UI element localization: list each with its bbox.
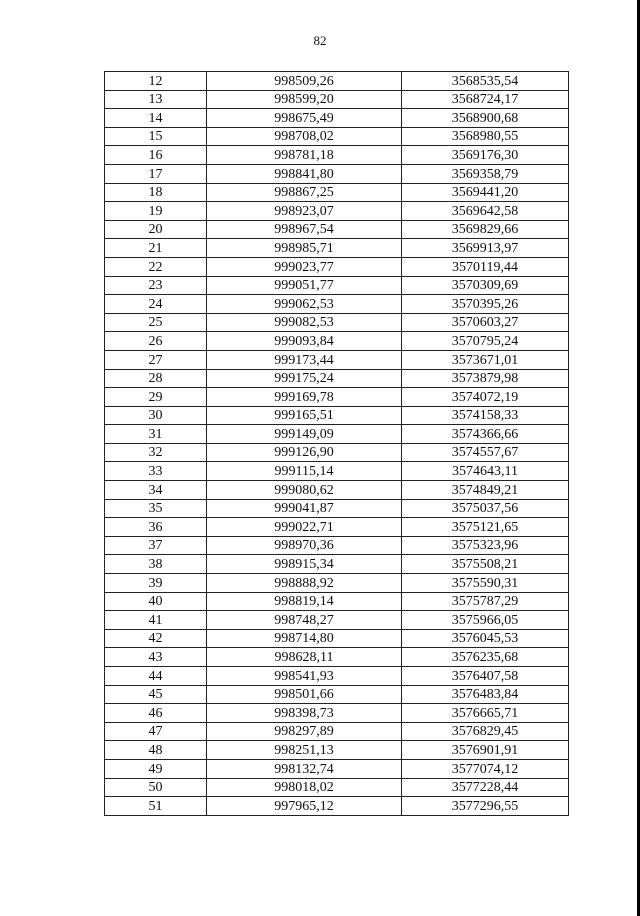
x-coordinate-cell: 998675,49 [207, 109, 402, 128]
point-number-cell: 28 [105, 369, 207, 388]
table-row [105, 685, 569, 704]
point-number-cell: 41 [105, 611, 207, 630]
point-number-cell: 14 [105, 109, 207, 128]
x-coordinate-cell: 999093,84 [207, 332, 402, 351]
x-coordinate-cell: 999173,44 [207, 350, 402, 369]
point-number-cell: 31 [105, 425, 207, 444]
table-row [105, 741, 569, 760]
y-coordinate-cell: 3575590,31 [402, 574, 569, 593]
table-row [105, 313, 569, 332]
y-coordinate-cell: 3575037,56 [402, 499, 569, 518]
table-row [105, 388, 569, 407]
table-row [105, 704, 569, 723]
table-row [105, 164, 569, 183]
point-number-cell: 17 [105, 164, 207, 183]
table-row [105, 202, 569, 221]
table-row [105, 239, 569, 258]
table-row [105, 425, 569, 444]
table-row [105, 90, 569, 109]
x-coordinate-cell: 998867,25 [207, 183, 402, 202]
x-coordinate-cell: 997965,12 [207, 797, 402, 816]
x-coordinate-cell: 998297,89 [207, 722, 402, 741]
point-number-cell: 36 [105, 518, 207, 537]
point-number-cell: 37 [105, 536, 207, 555]
point-number-cell: 42 [105, 629, 207, 648]
x-coordinate-cell: 998398,73 [207, 704, 402, 723]
table-row [105, 72, 569, 91]
x-coordinate-cell: 998967,54 [207, 220, 402, 239]
point-number-cell: 48 [105, 741, 207, 760]
point-number-cell: 45 [105, 685, 207, 704]
point-number-cell: 26 [105, 332, 207, 351]
table-row [105, 220, 569, 239]
point-number-cell: 47 [105, 722, 207, 741]
x-coordinate-cell: 999062,53 [207, 295, 402, 314]
y-coordinate-cell: 3574849,21 [402, 481, 569, 500]
y-coordinate-cell: 3576901,91 [402, 741, 569, 760]
point-number-cell: 33 [105, 462, 207, 481]
table-row [105, 648, 569, 667]
y-coordinate-cell: 3574557,67 [402, 443, 569, 462]
y-coordinate-cell: 3576483,84 [402, 685, 569, 704]
x-coordinate-cell: 999082,53 [207, 313, 402, 332]
y-coordinate-cell: 3570395,26 [402, 295, 569, 314]
x-coordinate-cell: 998985,71 [207, 239, 402, 258]
x-coordinate-cell: 998888,92 [207, 574, 402, 593]
point-number-cell: 18 [105, 183, 207, 202]
x-coordinate-cell: 999149,09 [207, 425, 402, 444]
point-number-cell: 13 [105, 90, 207, 109]
y-coordinate-cell: 3575323,96 [402, 536, 569, 555]
x-coordinate-cell: 998915,34 [207, 555, 402, 574]
x-coordinate-cell: 998251,13 [207, 741, 402, 760]
table-row [105, 611, 569, 630]
table-row [105, 369, 569, 388]
y-coordinate-cell: 3573879,98 [402, 369, 569, 388]
x-coordinate-cell: 998841,80 [207, 164, 402, 183]
y-coordinate-cell: 3570795,24 [402, 332, 569, 351]
x-coordinate-cell: 998819,14 [207, 592, 402, 611]
page-number: 82 [313, 33, 327, 48]
x-coordinate-cell: 999126,90 [207, 443, 402, 462]
x-coordinate-cell: 999023,77 [207, 257, 402, 276]
y-coordinate-cell: 3569642,58 [402, 202, 569, 221]
point-number-cell: 49 [105, 759, 207, 778]
point-number-cell: 40 [105, 592, 207, 611]
x-coordinate-cell: 999041,87 [207, 499, 402, 518]
y-coordinate-cell: 3570603,27 [402, 313, 569, 332]
y-coordinate-cell: 3568724,17 [402, 90, 569, 109]
table-row [105, 499, 569, 518]
x-coordinate-cell: 999115,14 [207, 462, 402, 481]
y-coordinate-cell: 3575787,29 [402, 592, 569, 611]
x-coordinate-cell: 998714,80 [207, 629, 402, 648]
x-coordinate-cell: 999051,77 [207, 276, 402, 295]
table-row [105, 481, 569, 500]
y-coordinate-cell: 3574072,19 [402, 388, 569, 407]
y-coordinate-cell: 3568900,68 [402, 109, 569, 128]
x-coordinate-cell: 998628,11 [207, 648, 402, 667]
point-number-cell: 35 [105, 499, 207, 518]
x-coordinate-cell: 998501,66 [207, 685, 402, 704]
point-number-cell: 34 [105, 481, 207, 500]
point-number-cell: 32 [105, 443, 207, 462]
x-coordinate-cell: 998509,26 [207, 72, 402, 91]
point-number-cell: 50 [105, 778, 207, 797]
x-coordinate-cell: 998970,36 [207, 536, 402, 555]
point-number-cell: 38 [105, 555, 207, 574]
y-coordinate-cell: 3576045,53 [402, 629, 569, 648]
y-coordinate-cell: 3576665,71 [402, 704, 569, 723]
y-coordinate-cell: 3575966,05 [402, 611, 569, 630]
table-row [105, 629, 569, 648]
y-coordinate-cell: 3569176,30 [402, 146, 569, 165]
x-coordinate-cell: 998541,93 [207, 667, 402, 686]
point-number-cell: 46 [105, 704, 207, 723]
y-coordinate-cell: 3569829,66 [402, 220, 569, 239]
point-number-cell: 22 [105, 257, 207, 276]
table-row [105, 592, 569, 611]
table-row [105, 778, 569, 797]
table-row [105, 536, 569, 555]
coordinates-table [104, 71, 569, 816]
point-number-cell: 44 [105, 667, 207, 686]
table-row [105, 276, 569, 295]
x-coordinate-cell: 999169,78 [207, 388, 402, 407]
y-coordinate-cell: 3577296,55 [402, 797, 569, 816]
point-number-cell: 25 [105, 313, 207, 332]
x-coordinate-cell: 998599,20 [207, 90, 402, 109]
x-coordinate-cell: 999165,51 [207, 406, 402, 425]
table-row [105, 350, 569, 369]
x-coordinate-cell: 999175,24 [207, 369, 402, 388]
point-number-cell: 39 [105, 574, 207, 593]
point-number-cell: 24 [105, 295, 207, 314]
y-coordinate-cell: 3576407,58 [402, 667, 569, 686]
table-row [105, 667, 569, 686]
x-coordinate-cell: 998708,02 [207, 127, 402, 146]
point-number-cell: 30 [105, 406, 207, 425]
x-coordinate-cell: 999080,62 [207, 481, 402, 500]
y-coordinate-cell: 3568980,55 [402, 127, 569, 146]
x-coordinate-cell: 999022,71 [207, 518, 402, 537]
x-coordinate-cell: 998018,02 [207, 778, 402, 797]
table-row [105, 109, 569, 128]
y-coordinate-cell: 3569441,20 [402, 183, 569, 202]
y-coordinate-cell: 3569913,97 [402, 239, 569, 258]
table-row [105, 797, 569, 816]
x-coordinate-cell: 998748,27 [207, 611, 402, 630]
point-number-cell: 12 [105, 72, 207, 91]
point-number-cell: 19 [105, 202, 207, 221]
y-coordinate-cell: 3569358,79 [402, 164, 569, 183]
table-row [105, 574, 569, 593]
table-row [105, 295, 569, 314]
table-row [105, 759, 569, 778]
table-row [105, 127, 569, 146]
point-number-cell: 20 [105, 220, 207, 239]
table-row [105, 332, 569, 351]
y-coordinate-cell: 3575508,21 [402, 555, 569, 574]
table-row [105, 462, 569, 481]
y-coordinate-cell: 3576829,45 [402, 722, 569, 741]
point-number-cell: 43 [105, 648, 207, 667]
x-coordinate-cell: 998923,07 [207, 202, 402, 221]
table-row [105, 443, 569, 462]
table-row [105, 518, 569, 537]
table-row [105, 146, 569, 165]
coordinates-table-body [105, 72, 569, 816]
y-coordinate-cell: 3570309,69 [402, 276, 569, 295]
table-row [105, 722, 569, 741]
y-coordinate-cell: 3577074,12 [402, 759, 569, 778]
point-number-cell: 21 [105, 239, 207, 258]
x-coordinate-cell: 998781,18 [207, 146, 402, 165]
y-coordinate-cell: 3576235,68 [402, 648, 569, 667]
x-coordinate-cell: 998132,74 [207, 759, 402, 778]
y-coordinate-cell: 3574158,33 [402, 406, 569, 425]
table-row [105, 406, 569, 425]
y-coordinate-cell: 3575121,65 [402, 518, 569, 537]
y-coordinate-cell: 3577228,44 [402, 778, 569, 797]
point-number-cell: 16 [105, 146, 207, 165]
point-number-cell: 15 [105, 127, 207, 146]
y-coordinate-cell: 3573671,01 [402, 350, 569, 369]
y-coordinate-cell: 3574366,66 [402, 425, 569, 444]
y-coordinate-cell: 3574643,11 [402, 462, 569, 481]
point-number-cell: 23 [105, 276, 207, 295]
point-number-cell: 29 [105, 388, 207, 407]
y-coordinate-cell: 3568535,54 [402, 72, 569, 91]
table-row [105, 555, 569, 574]
point-number-cell: 27 [105, 350, 207, 369]
table-row [105, 257, 569, 276]
point-number-cell: 51 [105, 797, 207, 816]
table-row [105, 183, 569, 202]
y-coordinate-cell: 3570119,44 [402, 257, 569, 276]
